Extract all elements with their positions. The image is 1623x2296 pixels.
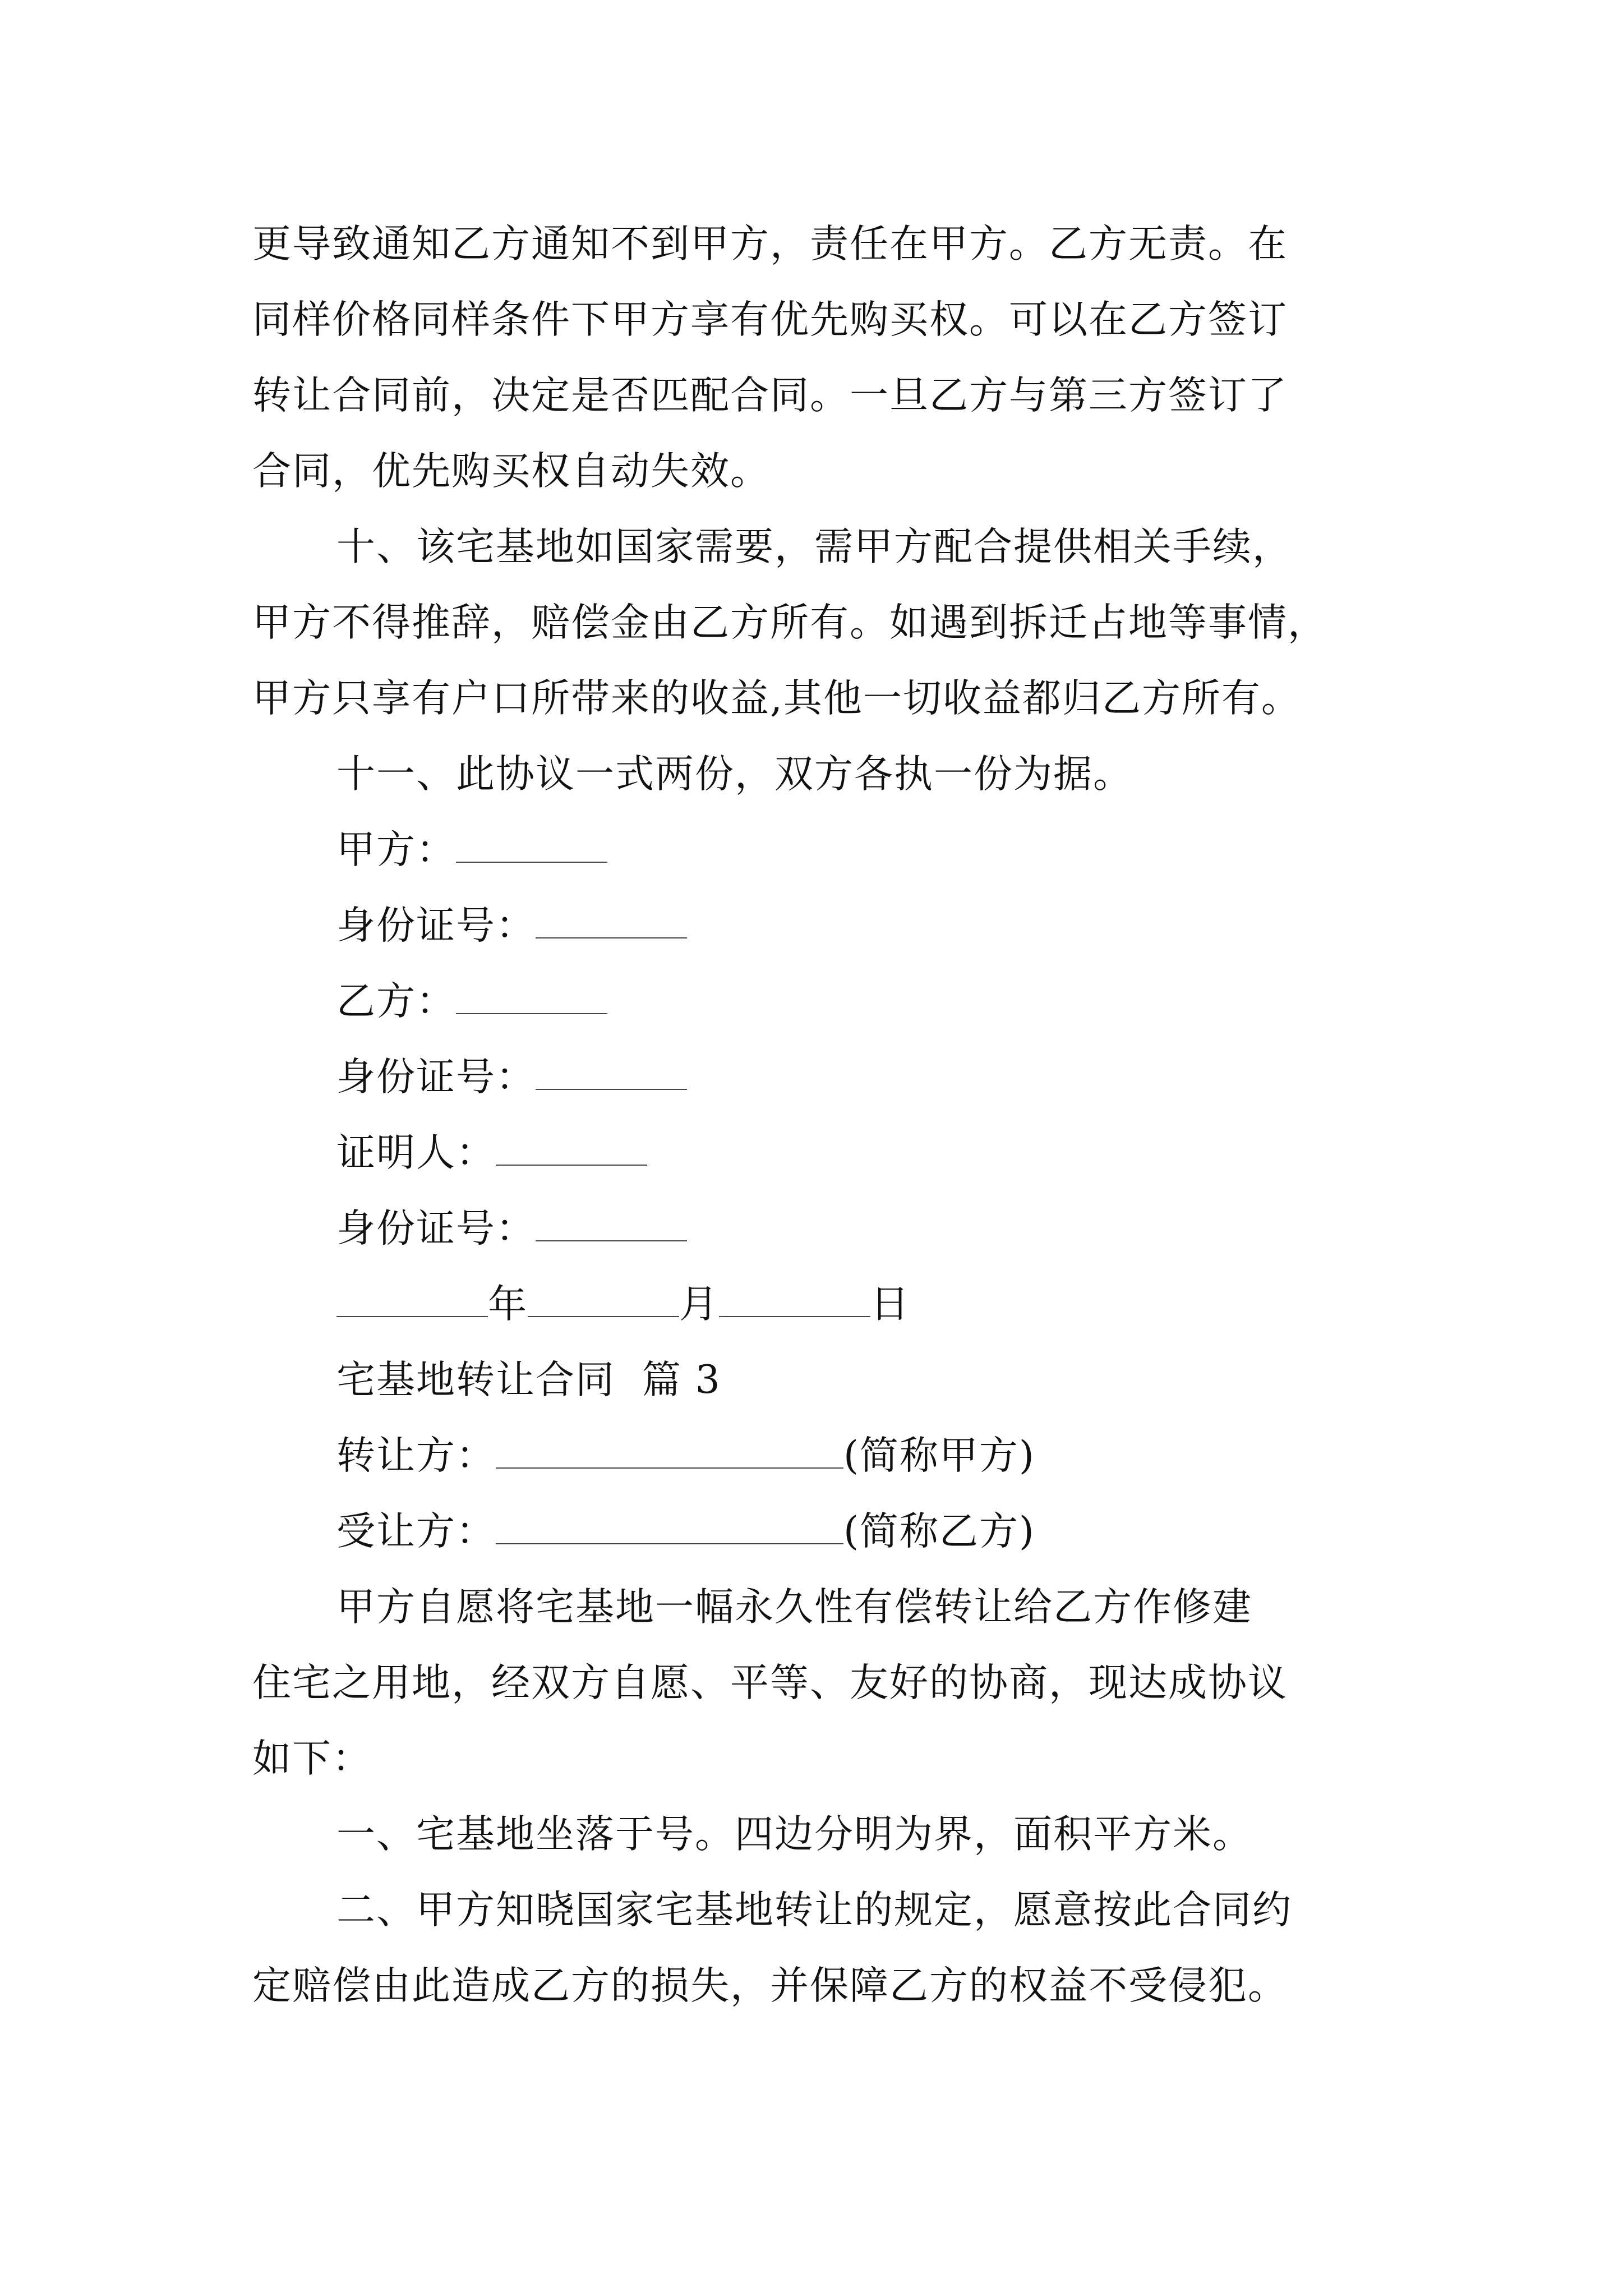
- witness-id-row: [336, 1200, 687, 1257]
- witness-id-label: 身份证号：: [336, 1206, 536, 1251]
- party-b-signature: [336, 973, 607, 1029]
- month-label: 月: [679, 1282, 719, 1327]
- clause-10-line: 甲方不得推辞，赔偿金由乙方所有。如遇到拆迁占地等事情，: [252, 600, 1327, 645]
- transferee-label: 受让方：: [336, 1509, 496, 1554]
- party-a-signature: [336, 822, 607, 878]
- party-a-label: 甲方：: [336, 827, 456, 872]
- date-row: [336, 1276, 910, 1332]
- paragraph-line: 同样价格同样条件下甲方享有优先购买权。可以在乙方签订: [252, 297, 1288, 342]
- paragraph-line: 合同，优先购买权自动失效。: [252, 449, 770, 494]
- party-b-id-label: 身份证号：: [336, 1055, 536, 1099]
- clause-1: 一、宅基地坐落于号。四边分明为界，面积平方米。: [336, 1812, 1252, 1857]
- transferor-row: [336, 1428, 1035, 1484]
- party-a-id-row: [336, 898, 687, 954]
- year-label: 年: [488, 1282, 528, 1327]
- party-b-id-row: [336, 1049, 687, 1105]
- transferor-label: 转让方：: [336, 1433, 496, 1478]
- party-a-id-label: 身份证号：: [336, 903, 536, 948]
- witness-blank[interactable]: [496, 1131, 647, 1166]
- party-a-id-blank[interactable]: [536, 904, 687, 938]
- transferee-row: [336, 1503, 1035, 1559]
- transferor-blank[interactable]: [496, 1434, 843, 1469]
- transferor-note: (简称甲方): [843, 1433, 1035, 1478]
- intro-line: 如下：: [252, 1736, 372, 1781]
- party-b-blank[interactable]: [456, 979, 607, 1014]
- witness-id-blank[interactable]: [536, 1207, 687, 1241]
- witness-signature: [336, 1125, 647, 1181]
- clause-2-line: 定赔偿由此造成乙方的损失，并保障乙方的权益不受侵犯。: [252, 1963, 1288, 2008]
- witness-label: 证明人：: [336, 1130, 496, 1175]
- transferee-blank[interactable]: [496, 1510, 843, 1544]
- paragraph-line: 转让合同前，决定是否匹配合同。一旦乙方与第三方签订了: [252, 373, 1288, 418]
- party-a-blank[interactable]: [456, 828, 607, 863]
- clause-10-line: 十、该宅基地如国家需要，需甲方配合提供相关手续，: [336, 524, 1292, 569]
- party-b-label: 乙方：: [336, 979, 456, 1024]
- intro-line: 住宅之用地，经双方自愿、平等、友好的协商，现达成协议: [252, 1660, 1288, 1705]
- day-blank[interactable]: [719, 1282, 870, 1317]
- day-label: 日: [870, 1282, 910, 1327]
- section-title: 宅基地转让合同 篇 3: [336, 1358, 721, 1402]
- clause-11: 十一、此协议一式两份，双方各执一份为据。: [336, 752, 1133, 797]
- intro-line: 甲方自愿将宅基地一幅永久性有偿转让给乙方作修建: [336, 1585, 1252, 1630]
- clause-2-line: 二、甲方知晓国家宅基地转让的规定，愿意按此合同约: [336, 1888, 1292, 1932]
- transferee-note: (简称乙方): [843, 1509, 1035, 1554]
- year-blank[interactable]: [336, 1282, 488, 1317]
- party-b-id-blank[interactable]: [536, 1055, 687, 1090]
- paragraph-line: 更导致通知乙方通知不到甲方，责任在甲方。乙方无责。在: [252, 222, 1288, 266]
- clause-10-line: 甲方只享有户口所带来的收益,其他一切收益都归乙方所有。: [252, 676, 1301, 721]
- month-blank[interactable]: [528, 1282, 679, 1317]
